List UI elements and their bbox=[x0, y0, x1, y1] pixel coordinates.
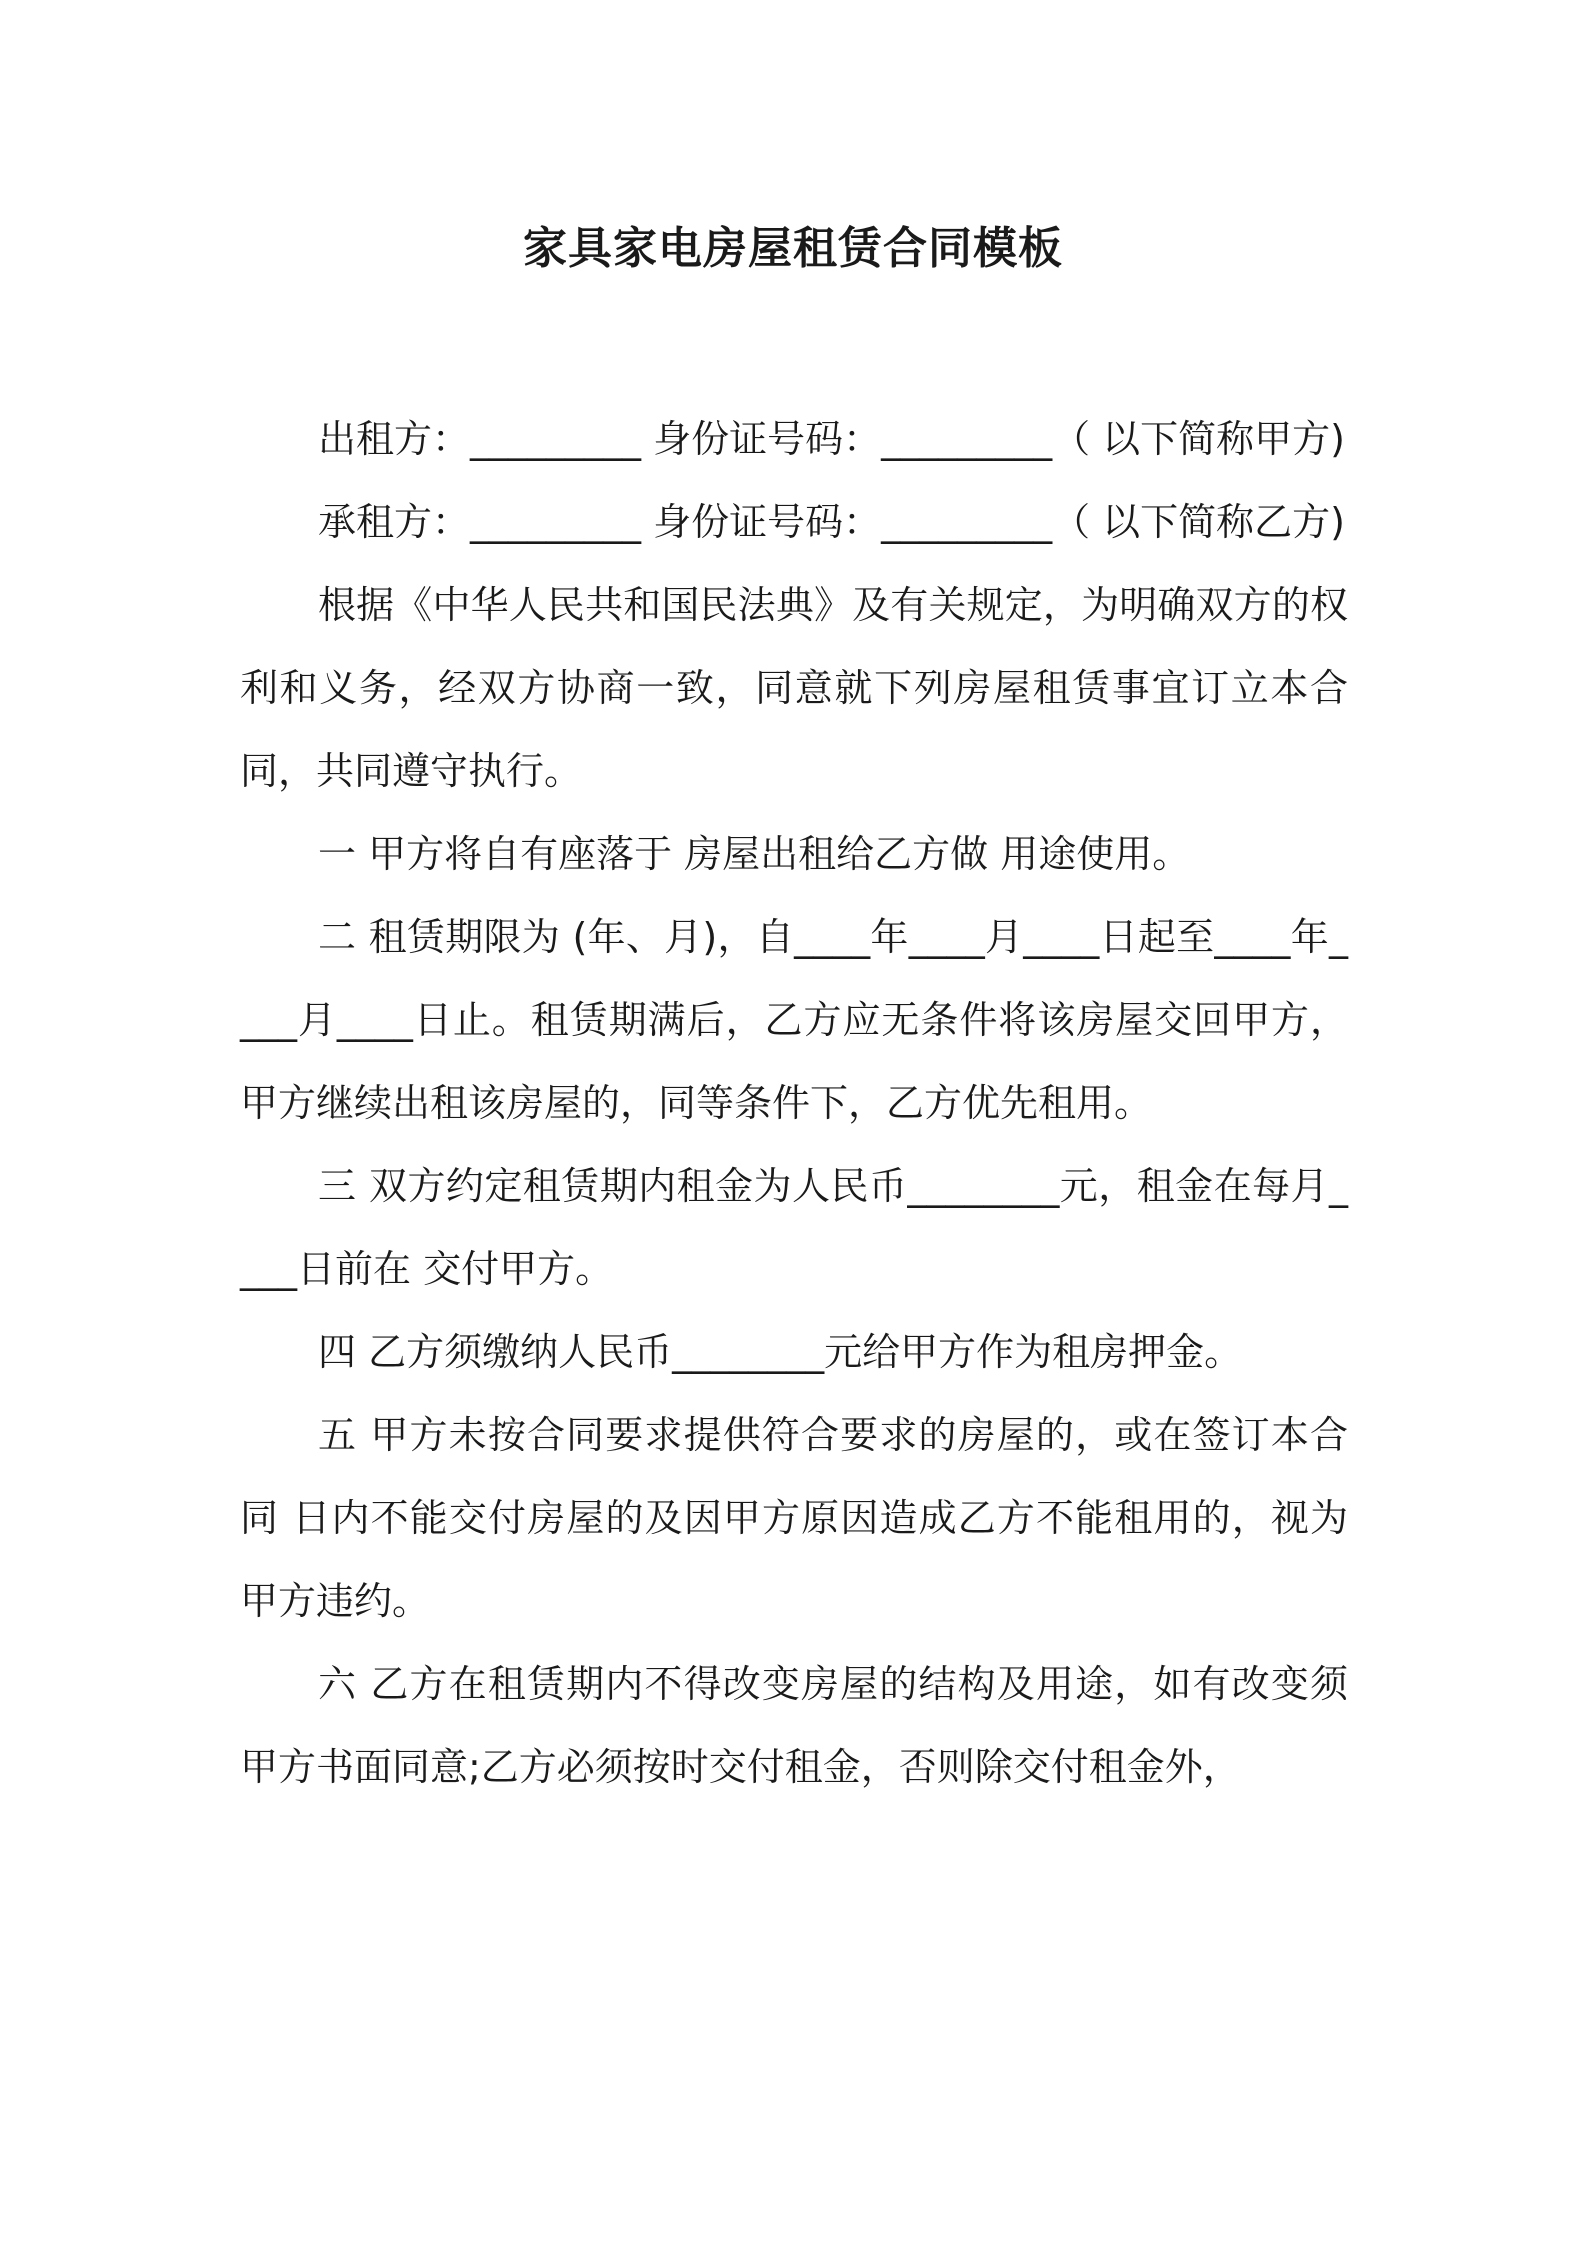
clause-2: 二 租赁期限为 (年、月)，自____年____月____日起至____年____月____日止。租赁期满后，乙方应无条件将该房屋交回甲方，甲方继续出租该房屋的，同等条件下，乙方优先租用。 bbox=[240, 915, 1348, 1125]
document-body bbox=[240, 398, 1348, 1809]
clause-6: 六 乙方在租赁期内不得改变房屋的结构及用途，如有改变须甲方书面同意;乙方必须按时交付租金，否则除交付租金外， bbox=[240, 1662, 1348, 1789]
clause-4: 四 乙方须缴纳人民币________元给甲方作为租房押金。 bbox=[318, 1330, 1243, 1374]
paragraph-lessee: 承租方：_________ 身份证号码：_________（ 以下简称乙方) bbox=[318, 500, 1345, 544]
clause-1: 一 甲方将自有座落于 房屋出租给乙方做 用途使用。 bbox=[318, 832, 1191, 876]
paragraph-lessor: 出租方：_________ 身份证号码：_________（ 以下简称甲方) bbox=[318, 417, 1345, 461]
paragraph-preamble: 根据《中华人民共和国民法典》及有关规定，为明确双方的权利和义务，经双方协商一致，同意就下列房屋租赁事宜订立本合同，共同遵守执行。 bbox=[240, 583, 1348, 793]
clause-3: 三 双方约定租赁期内租金为人民币________元，租金在每月____日前在 交付甲方。 bbox=[240, 1164, 1348, 1291]
document-title: 家具家电房屋租赁合同模板 bbox=[523, 223, 1063, 274]
clause-5: 五 甲方未按合同要求提供符合要求的房屋的，或在签订本合同 日内不能交付房屋的及因甲方原因造成乙方不能租用的，视为甲方违约。 bbox=[240, 1413, 1348, 1623]
